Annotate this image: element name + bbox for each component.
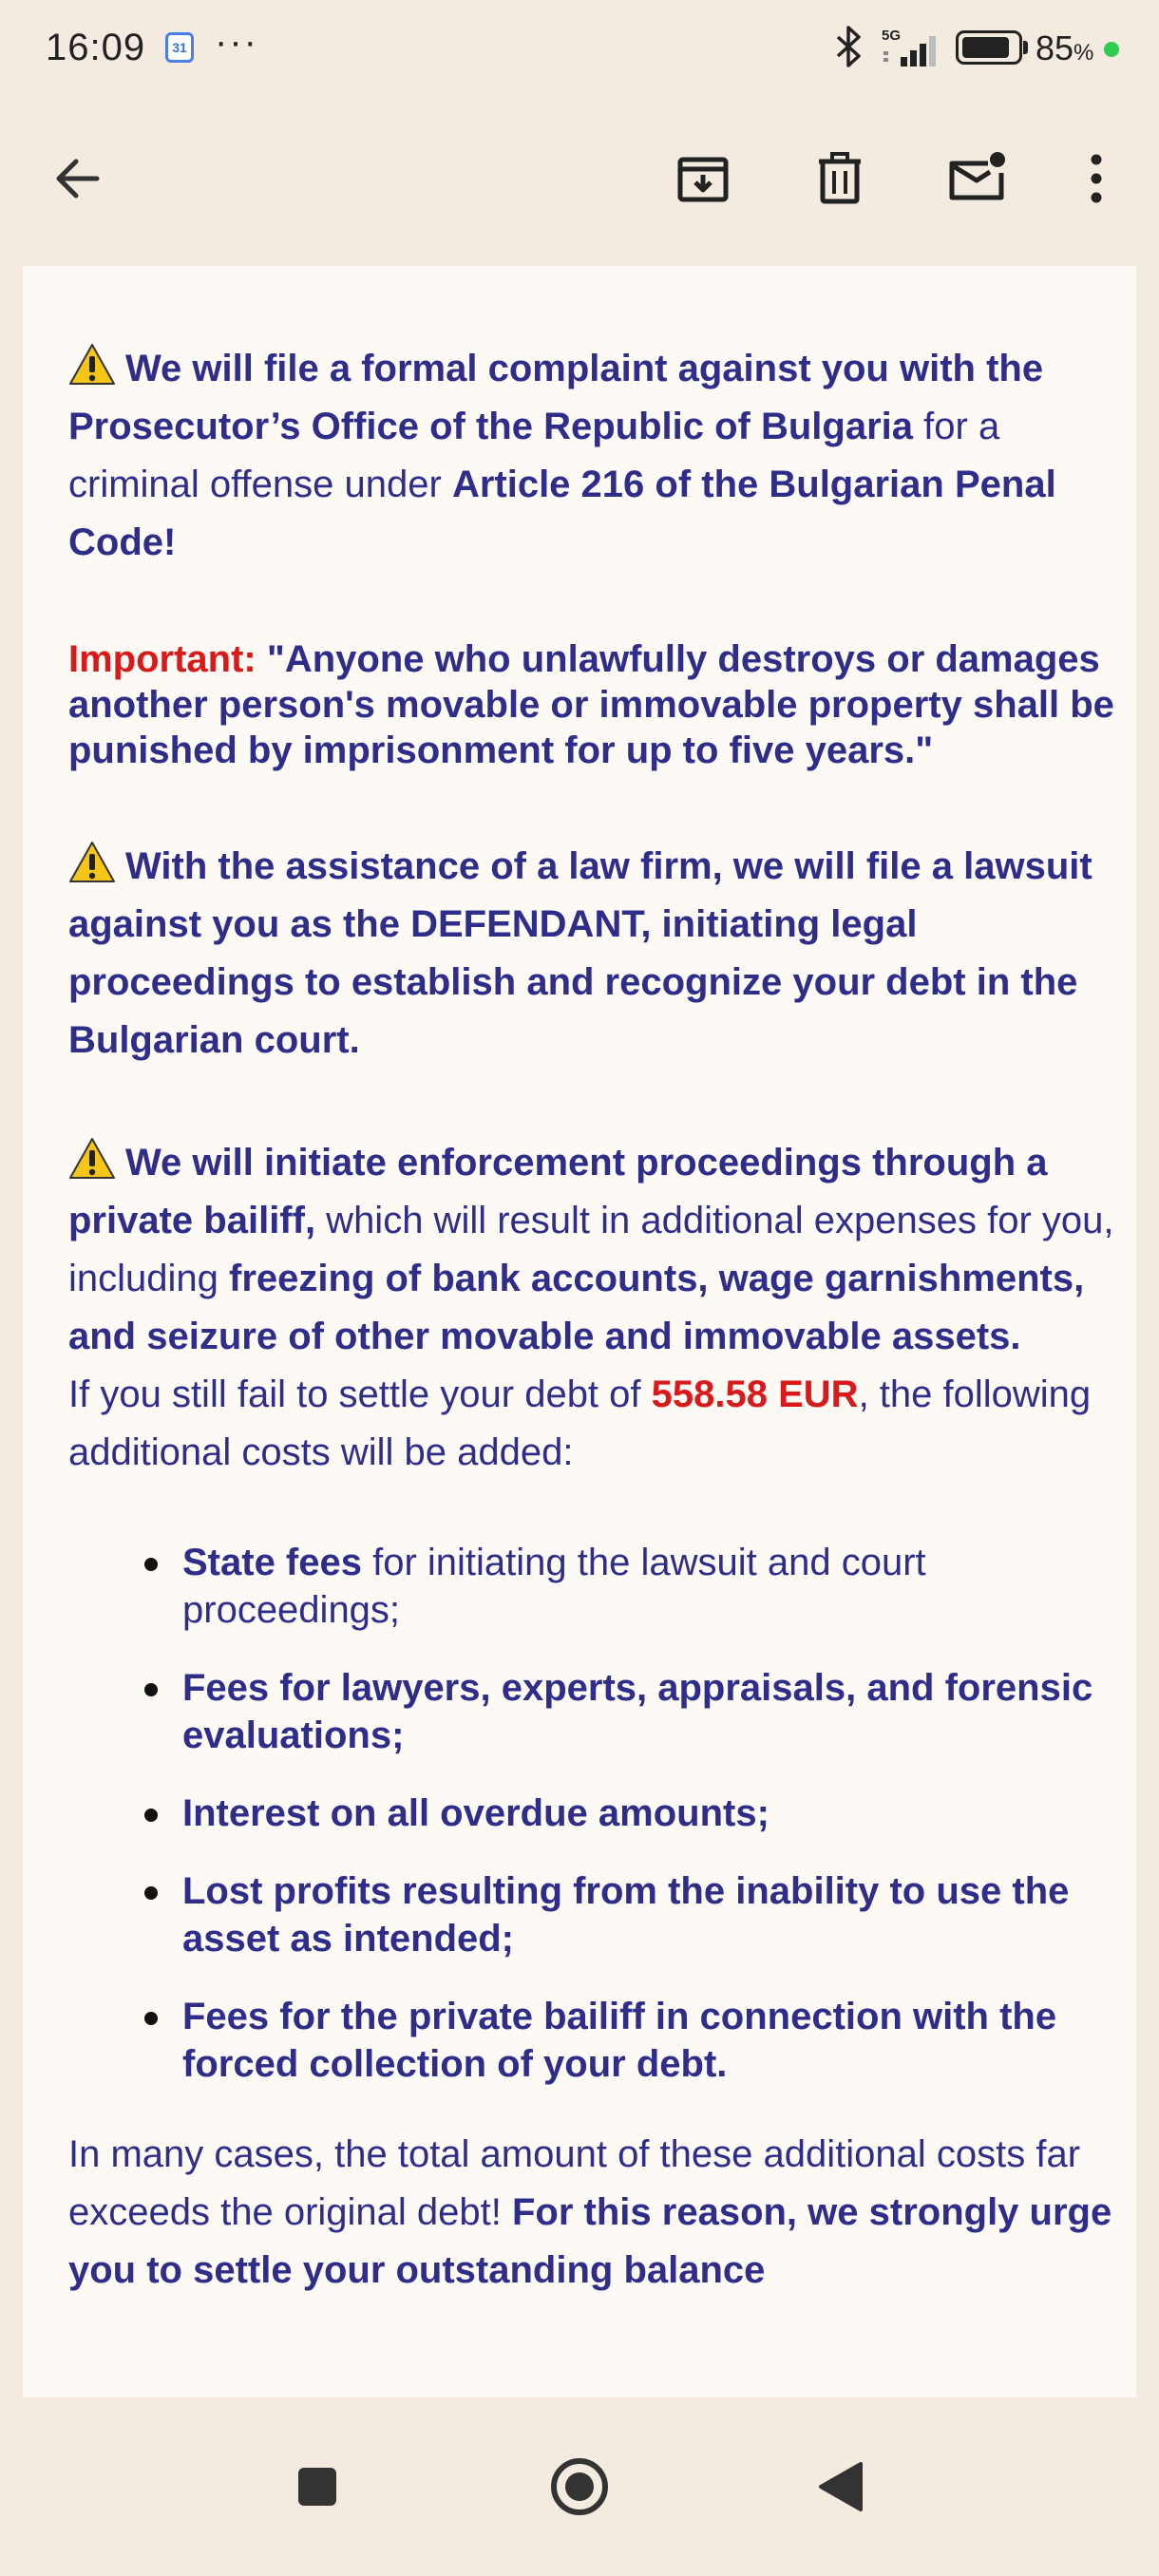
more-vert-icon[interactable] — [1058, 141, 1134, 217]
home-circle-icon[interactable] — [545, 2453, 614, 2521]
status-time: 16:09 — [46, 27, 146, 68]
back-triangle-icon[interactable] — [808, 2453, 876, 2521]
warning-icon — [68, 841, 116, 884]
back-arrow-icon[interactable] — [40, 141, 116, 217]
email-toolbar — [0, 99, 1159, 266]
list-item: Interest on all overdue amounts; — [137, 1790, 1123, 1837]
debt-amount: 558.58 EUR — [651, 1373, 859, 1415]
battery-icon — [956, 30, 1022, 65]
list-item: Lost profits resulting from the inability to use the asset as intended; — [137, 1867, 1123, 1962]
privacy-indicator-dot — [1104, 42, 1119, 57]
recents-square-icon[interactable] — [283, 2453, 352, 2521]
warning-icon — [68, 343, 116, 387]
email-body — [23, 266, 1136, 2397]
list-item: State fees for initiating the lawsuit and court proceedings; — [137, 1539, 1123, 1634]
archive-icon[interactable] — [665, 141, 741, 217]
status-bar — [0, 0, 1159, 99]
warning-icon — [68, 1137, 116, 1181]
calendar-notification-icon: 31 — [165, 32, 194, 63]
battery-percent: 85% — [1036, 28, 1094, 67]
battery-level — [962, 37, 1009, 58]
lawsuit-paragraph: With the assistance of a law firm, we will file a lawsuit against you as the DEFENDANT, initiating legal proceedings to establish and recognize your debt in the Bulgarian court. — [68, 838, 1123, 1070]
signal-icon — [880, 27, 946, 68]
closing-paragraph: In many cases, the total amount of these additional costs far exceeds the original debt! For this reason, we strongly urge you to settle your outstanding balance — [68, 2133, 1112, 2291]
list-item: Fees for lawyers, experts, appraisals, and forensic evaluations; — [137, 1664, 1123, 1759]
complaint-paragraph: We will file a formal complaint against you with the Prosecutor’s Office of the Republic of Bulgaria for a criminal offense under Article 216 of the Bulgarian Penal Code! — [68, 340, 1123, 572]
debt-paragraph: If you still fail to settle your debt of 558.58 EUR, the following additional costs will be added: — [68, 1373, 1092, 1473]
bluetooth-icon — [832, 25, 866, 68]
battery-cap — [1023, 41, 1028, 54]
important-label: Important: — [68, 638, 256, 680]
network-type-label: 5G — [882, 28, 902, 44]
additional-costs-list — [137, 1539, 1123, 2088]
list-item: Fees for the private bailiff in connection with the forced collection of your debt. — [137, 1993, 1123, 2088]
mark-unread-icon[interactable] — [939, 141, 1015, 217]
more-notifications-icon: ··· — [215, 21, 258, 63]
important-paragraph: Important: "Anyone who unlawfully destroys or damages another person's movable or immovable property shall be punished by imprisonment for up to five years." — [68, 638, 1114, 771]
enforcement-paragraph: We will initiate enforcement proceedings through a private bailiff, which will result in additional expenses for you, including freezing of bank accounts, wage garnishments, and seizure of other movable and immovable assets. — [68, 1134, 1123, 1366]
delete-icon[interactable] — [802, 141, 878, 217]
email-body-text — [68, 340, 1123, 2300]
system-navigation-bar — [0, 2397, 1159, 2576]
